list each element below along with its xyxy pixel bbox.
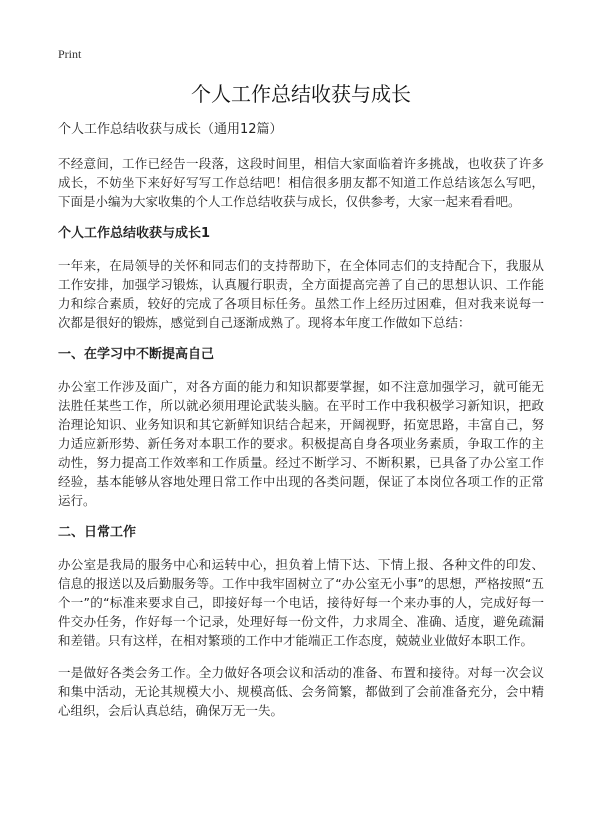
paragraph-4: 一是做好各类会务工作。全力做好各项会议和活动的准备、布置和接待。对每一次会议和集中活动，无论其规模大小、规模高低、会务简繁，都做到了会前准备充分，会中精心组织，会后认真总结，确保万无一失。 (58, 665, 544, 718)
paragraph-1: 一年来，在局领导的关怀和同志们的支持帮助下，在全体同志们的支持配合下，我服从工作安排，加强学习锻炼，认真履行职责，全方面提高完善了自己的思想认识、工作能力和综合素质，较好的完成了各项目标任务。虽然工作上经历过困难，但对我来说每一次都是很好的锻炼，感觉到自己逐渐成熟了。现将本年度工作做如下总结： (58, 258, 544, 330)
print-link[interactable]: Print (58, 47, 82, 61)
document-title: 个人工作总结收获与成长 (191, 82, 411, 106)
paragraph-2: 办公室工作涉及面广，对各方面的能力和知识都要掌握，如不注意加强学习，就可能无法胜任某些工作，所以就必须用理论武装头脑。在平时工作中我积极学习新知识，把政治理论知识、业务知识和其它新鲜知识结合起来，开阔视野，拓宽思路，丰富自己，努力适应新形势、新任务对本职工作的要求。积极提高自身各项业务素质，争取工作的主动性，努力提高工作效率和工作质量。经过不断学习、不断积累，已具备了办公室工作经验，基本能够从容地处理日常工作中出现的各类问题，保证了本岗位各项工作的正常运行。 (58, 379, 544, 508)
document-subtitle: 个人工作总结收获与成长（通用12篇） (58, 122, 283, 137)
section-2-heading: 二、日常工作 (58, 525, 137, 540)
section-1-heading: 一、在学习中不断提高自己 (58, 347, 215, 362)
intro-paragraph: 不经意间，工作已经告一段落，这段时间里，相信大家面临着许多挑战，也收获了许多成长，不妨坐下来好好写写工作总结吧！相信很多朋友都不知道工作总结该怎么写吧，下面是小编为大家收集的个人工作总结收获与成长，仅供参考，大家一起来看看吧。 (58, 156, 544, 209)
paragraph-3: 办公室是我局的服务中心和运转中心，担负着上情下达、下情上报、各种文件的印发、信息的报送以及后勤服务等。工作中我牢固树立了“办公室无小事”的思想，严格按照“五个一”的“标准来要求自己，即接好每一个电话，接待好每一个来办事的人，完成好每一件交办任务，作好每一个记录，处理好每一份文件，力求周全、准确、适度，避免疏漏和差错。只有这样，在相对繁琐的工作中才能端正工作态度，兢兢业业做好本职工作。 (58, 557, 544, 648)
document-body (58, 120, 544, 733)
article-heading: 个人工作总结收获与成长1 (58, 226, 211, 241)
